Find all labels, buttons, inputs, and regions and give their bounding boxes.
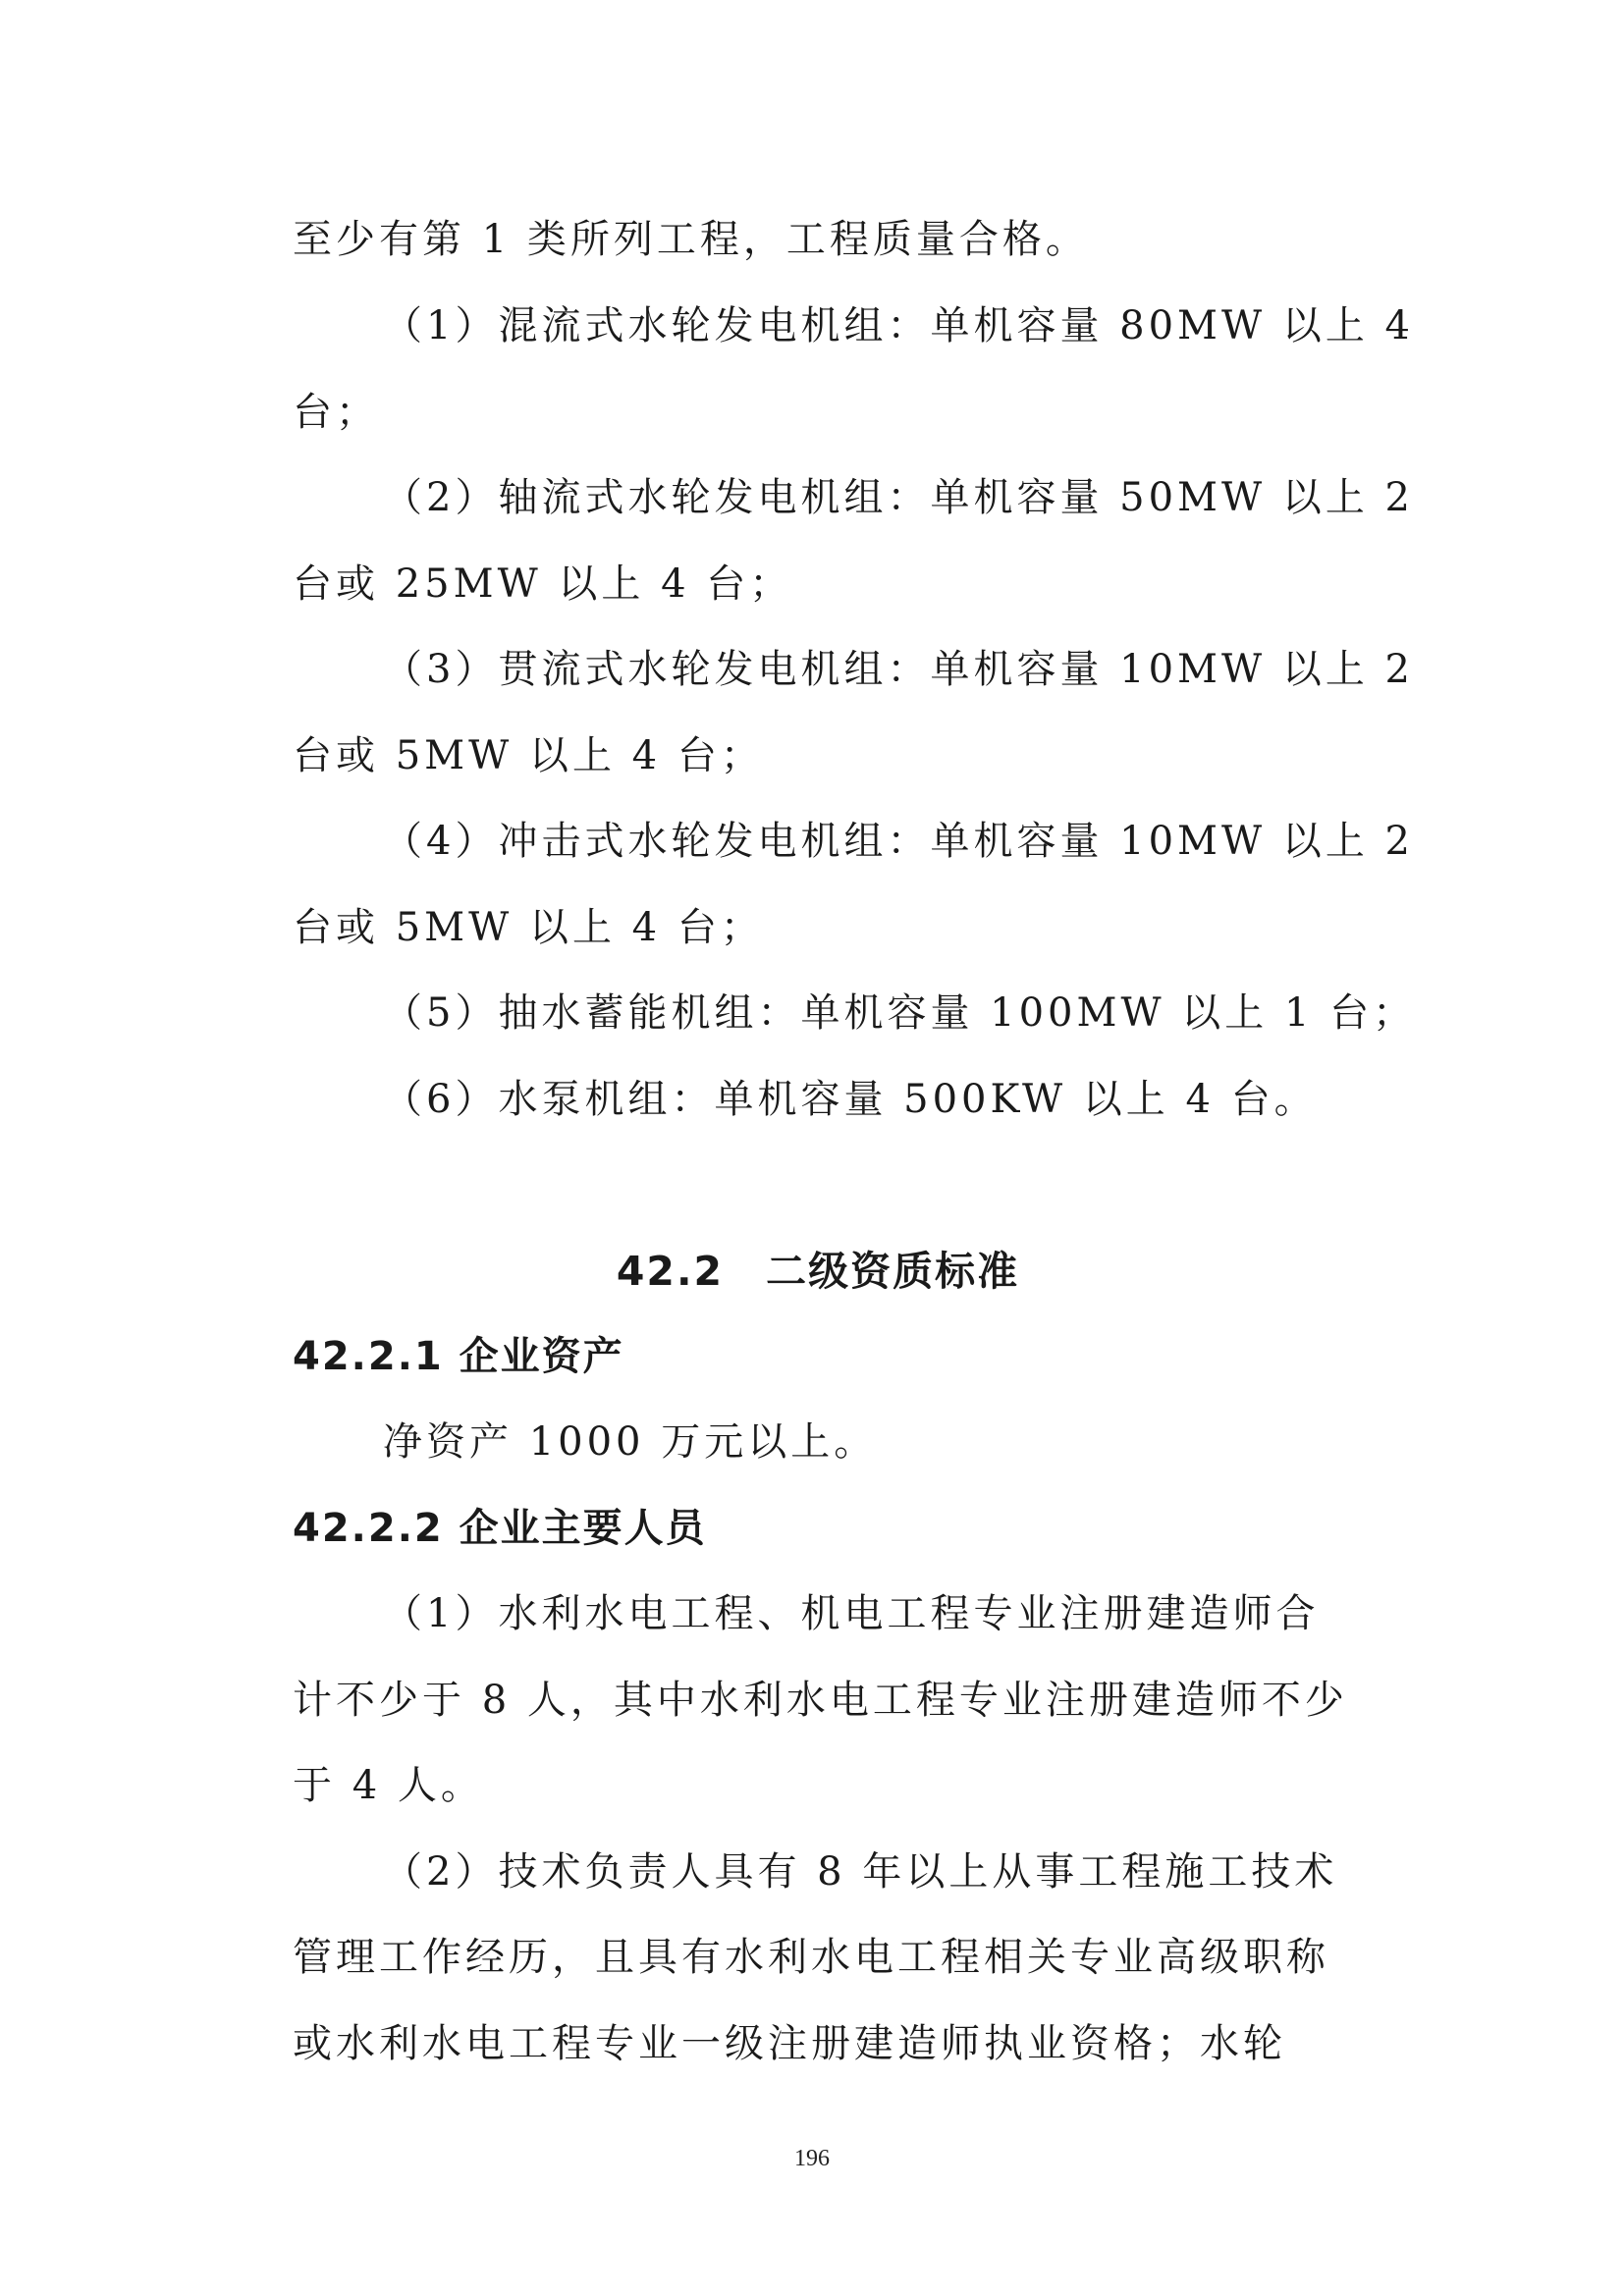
list-item-1-line: （1）混流式水轮发电机组：单机容量 80MW 以上 4 (383, 303, 1415, 348)
subsection-heading-personnel: 42.2.2 企业主要人员 (293, 1506, 707, 1551)
personnel-item-2-continuation: 或水利水电工程专业一级注册建造师执业资格；水轮 (293, 2021, 1286, 2066)
personnel-item-2-continuation: 管理工作经历，且具有水利水电工程相关专业高级职称 (293, 1935, 1329, 1980)
personnel-item-1-continuation: 于 4 人。 (293, 1763, 484, 1808)
list-item-2-continuation: 台或 25MW 以上 4 台； (293, 561, 793, 607)
list-item-3-line: （3）贯流式水轮发电机组：单机容量 10MW 以上 2 (383, 647, 1415, 692)
list-item-6-line: （6）水泵机组：单机容量 500KW 以上 4 台。 (383, 1077, 1318, 1122)
list-item-5-line: （5）抽水蓄能机组：单机容量 100MW 以上 1 台； (383, 990, 1417, 1036)
assets-paragraph: 净资产 1000 万元以上。 (383, 1419, 878, 1465)
list-item-4-continuation: 台或 5MW 以上 4 台； (293, 905, 764, 950)
paragraph-line: 至少有第 1 类所列工程，工程质量合格。 (293, 217, 1089, 262)
section-heading: 42.2 二级资质标准 (616, 1248, 1020, 1295)
page-number: 196 (794, 2146, 830, 2171)
list-item-3-continuation: 台或 5MW 以上 4 台； (293, 733, 764, 778)
list-item-4-line: （4）冲击式水轮发电机组：单机容量 10MW 以上 2 (383, 819, 1415, 864)
personnel-item-2-line: （2）技术负责人具有 8 年以上从事工程施工技术 (383, 1849, 1338, 1895)
personnel-item-1-line: （1）水利水电工程、机电工程专业注册建造师合 (383, 1591, 1320, 1636)
list-item-2-line: （2）轴流式水轮发电机组：单机容量 50MW 以上 2 (383, 475, 1415, 520)
subsection-heading-assets: 42.2.1 企业资产 (293, 1334, 624, 1379)
personnel-item-1-continuation: 计不少于 8 人，其中水利水电工程专业注册建造师不少 (293, 1678, 1348, 1723)
list-item-1-continuation: 台； (293, 390, 379, 435)
